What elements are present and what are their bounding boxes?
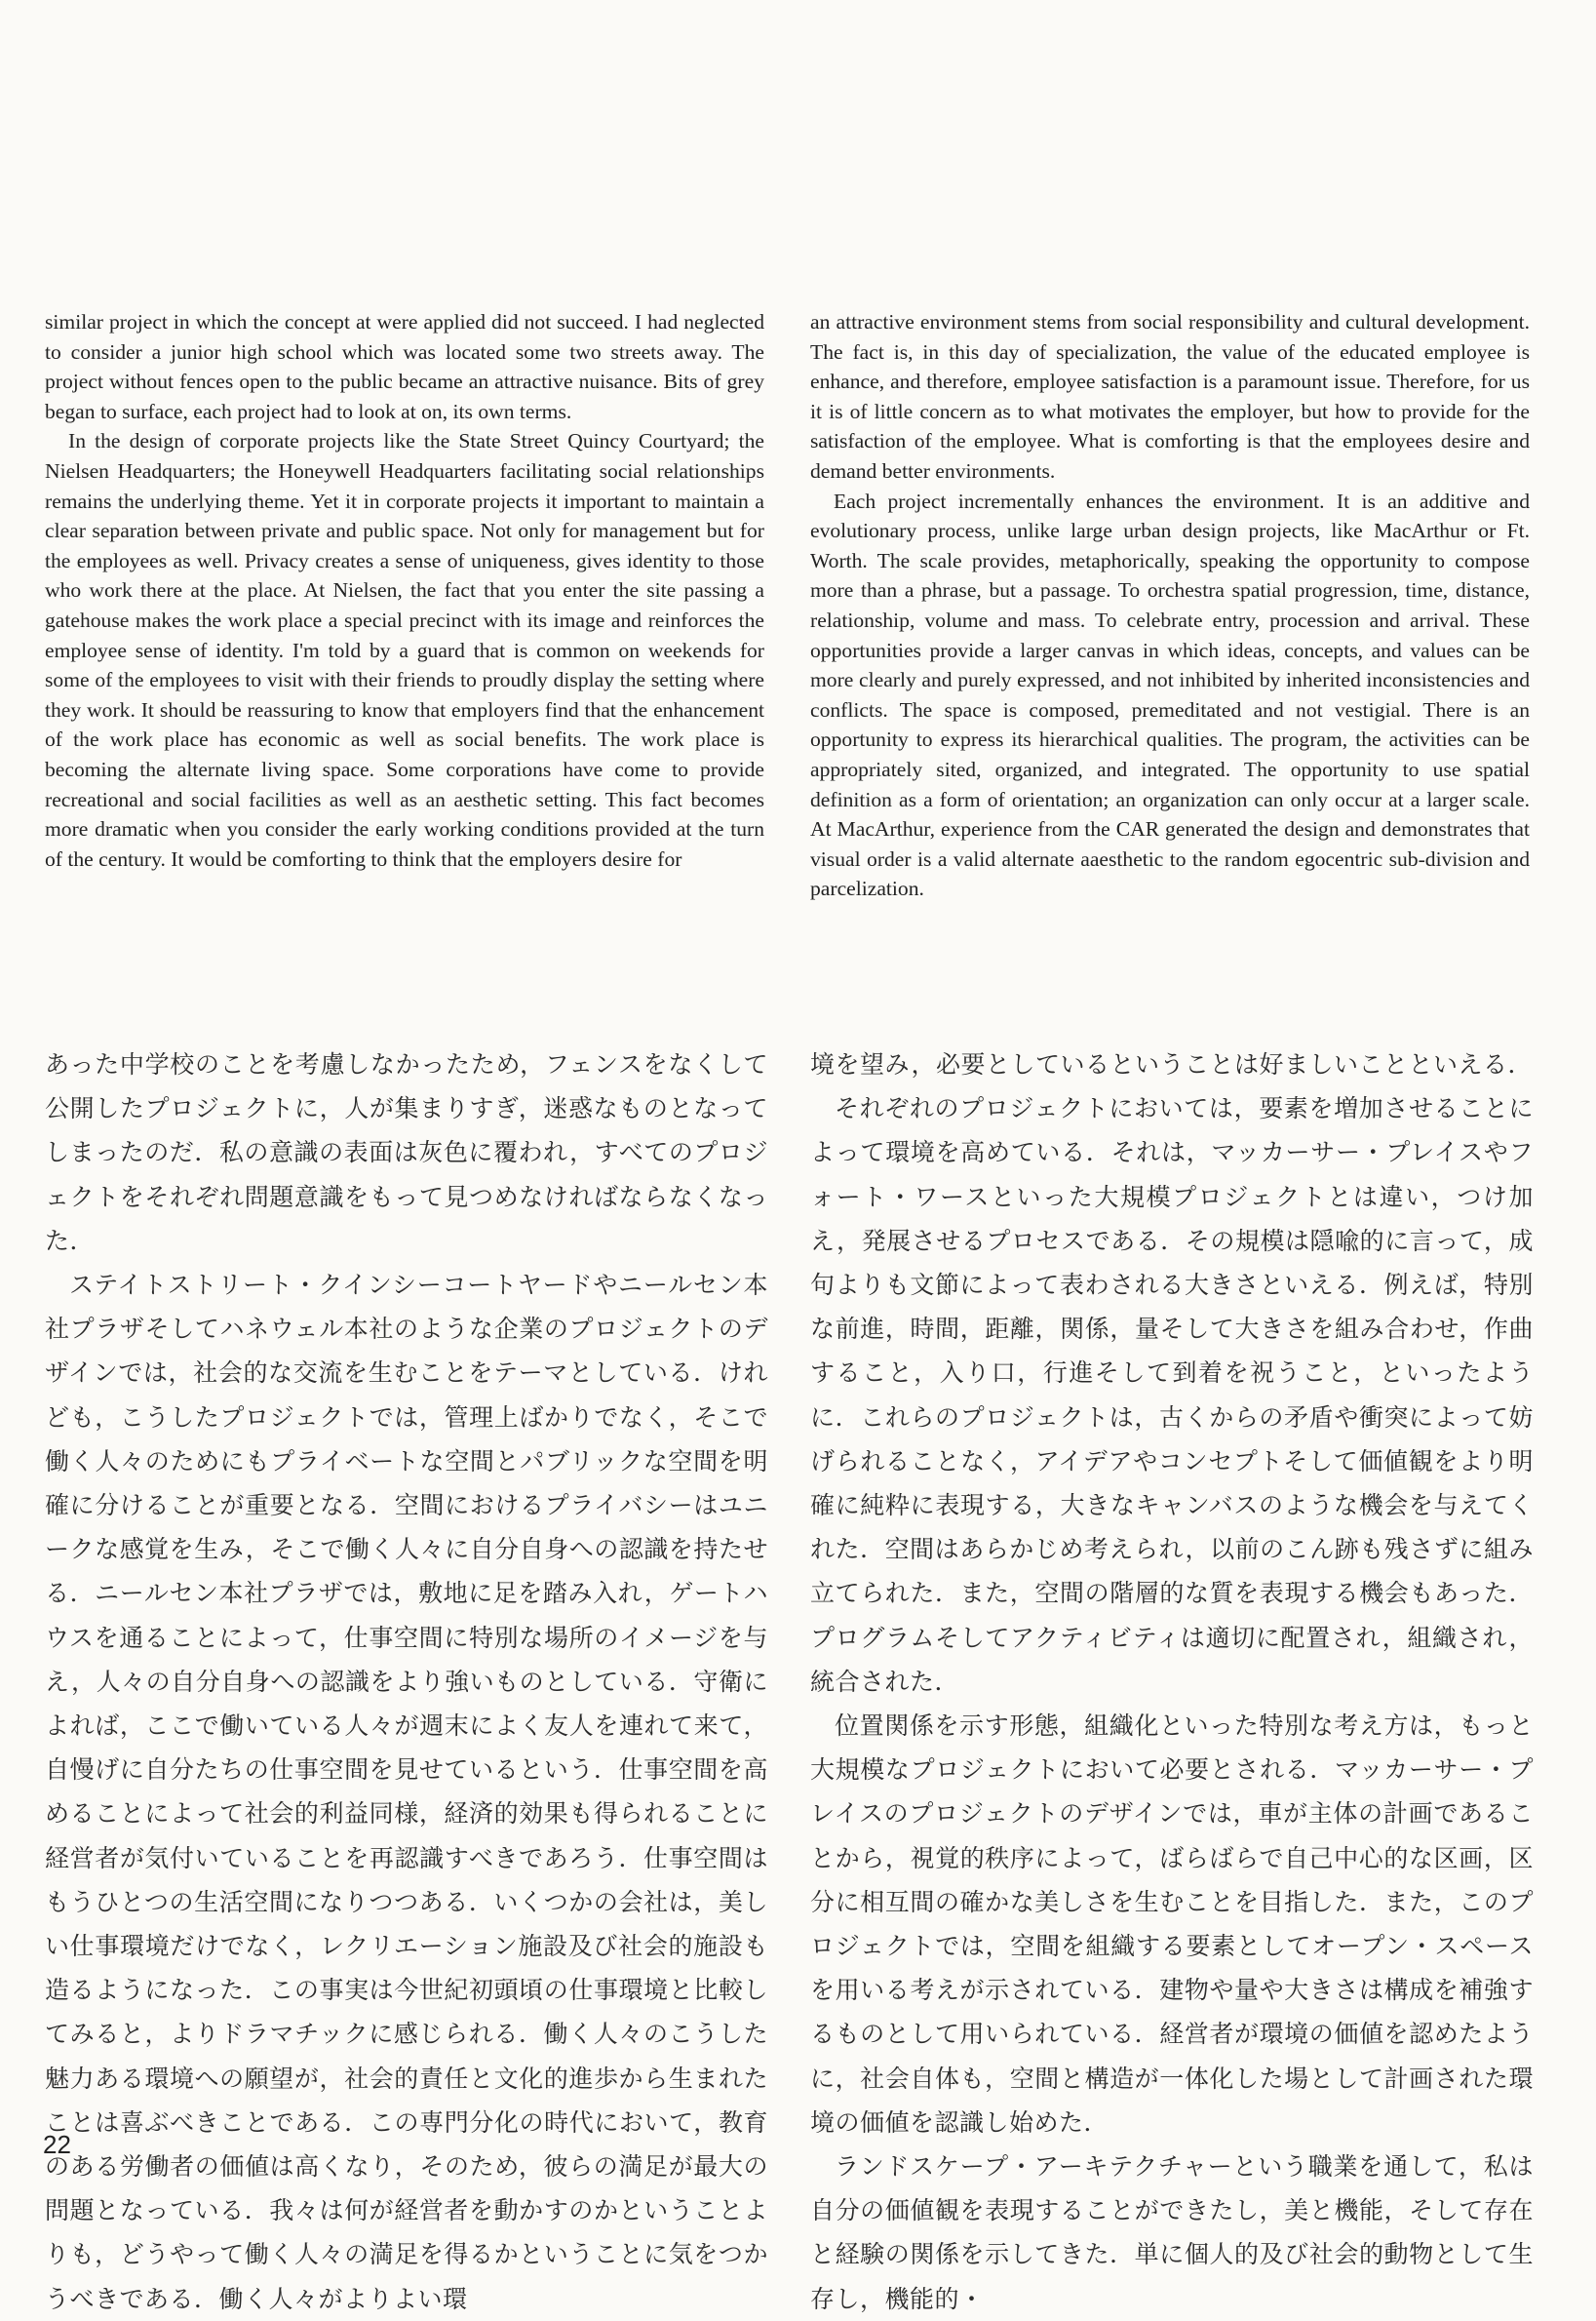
english-paragraph: similar project in which the concept at were applied did not succeed. I had neglected to consider a junior high school which was located some two streets away. The project without fences open to the public became an attractive nuisance. Bits of grey began to surface, each project had to look at on, its own terms. <box>45 310 764 423</box>
japanese-column-left <box>45 1042 768 2321</box>
japanese-paragraph: 位置関係を示す形態，組織化といった特別な考え方は，もっと大規模なプロジェクトにおいて必要とされる．マッカーサー・プレイスのプロジェクトのデザインでは，車が主体の計画であることから，視覚的秩序によって，ばらばらで自己中心的な区画，区分に相互間の確かな美しさを生むことを目指した．また，このプロジェクトでは，空間を組織する要素としてオープン・スペースを用いる考えが示されている．建物や量や大きさは構成を補強するものとして用いられている．経営者が環境の価値を認めたように，社会自体も，空間と構造が一体化した場として計画された環境の価値を認識し始めた． <box>810 1711 1534 2137</box>
japanese-paragraph: それぞれのプロジェクトにおいては，要素を増加させることによって環境を高めている．それは，マッカーサー・プレイスやフォート・ワースといった大規模プロジェクトとは違い，つけ加え，発展させるプロセスである．その規模は隠喩的に言って，成句よりも文節によって表わされる大きさといえる．例えば，特別な前進，時間，距離，関係，量そして大きさを組み合わせ，作曲すること，入り口，行進そして到着を祝うこと，といったように．これらのプロジェクトは，古くからの矛盾や衝突によって妨げられることなく，アイデアやコンセプトそして価値観をより明確に純粋に表現する，大きなキャンバスのような機会を与えてくれた．空間はあらかじめ考えられ，以前のこん跡も残さずに組み立てられた．また，空間の階層的な質を表現する機会もあった．プログラムそしてアクティビティは適切に配置され，組織され，統合された． <box>810 1094 1534 1696</box>
page-number: 22 <box>43 2130 71 2159</box>
japanese-paragraph: 境を望み，必要としているということは好ましいことといえる． <box>810 1050 1534 1079</box>
japanese-paragraph: あった中学校のことを考慮しなかったため，フェンスをなくして公開したプロジェクトに，人が集まりすぎ，迷惑なものとなってしまったのだ．私の意識の表面は灰色に覆われ，すべてのプロジェクトをそれぞれ問題意識をもって見つめなければならなくなった． <box>45 1050 768 1255</box>
english-paragraph: Each project incrementally enhances the environment. It is an additive and evolutionary process, unlike large urban design projects, like MacArthur or Ft. Worth. The scale provides, metaphorically, speaking the opportunity to compose more than a phrase, but a passage. To orchestra spatial progression, time, distance, relationship, volume and mass. To celebrate entry, procession and arrival. These opportunities provide a larger canvas in which ideas, concepts, and values can be more clearly and purely expressed, and not inhibited by inherited inconsistencies and conflicts. The space is composed, premeditated and not vestigial. There is an opportunity to express its hierarchical qualities. The program, the activities can be appropriately sited, organized, and integrated. The opportunity to use spatial definition as a form of orientation; an organization can only occur at a larger scale. At MacArthur, experience from the CAR generated the design and demonstrates that visual order is a valid alternate aaesthetic to the random egocentric sub-division and parcelization. <box>810 489 1530 901</box>
english-paragraph: In the design of corporate projects like the State Street Quincy Courtyard; the Nielsen Headquarters; the Honeywell Headquarters facilitating social relationships remains the underlying theme. Yet it in corporate projects it important to maintain a clear separation between private and public space. Not only for management but for the employees as well. Privacy creates a sense of uniqueness, gives identity to those who work there at the place. At Nielsen, the fact that you enter the site passing a gatehouse makes the work place a special precinct with its image and reinforces the employee sense of identity. I'm told by a guard that is common on weekends for some of the employees to visit with their friends to proudly display the setting where they work. It should be reassuring to know that employers find that the enhancement of the work place has economic as well as social benefits. The work place is becoming the alternate living space. Some corporations have come to provide recreational and social facilities as well as an aesthetic setting. This fact becomes more dramatic when you consider the early working conditions provided at the turn of the century. It would be comforting to think that the employers desire for <box>45 429 764 871</box>
japanese-paragraph: ステイトストリート・クインシーコートヤードやニールセン本社プラザそしてハネウェル本社のような企業のプロジェクトのデザインでは，社会的な交流を生むことをテーマとしている．けれども，こうしたプロジェクトでは，管理上ばかりでなく，そこで働く人々のためにもプライベートな空間とパブリックな空間を明確に分けることが重要となる．空間におけるプライバシーはユニークな感覚を生み，そこで働く人々に自分自身への認識を持たせる．ニールセン本社プラザでは，敷地に足を踏み入れ，ゲートハウスを通ることによって，仕事空間に特別な場所のイメージを与え，人々の自分自身への認識をより強いものとしている．守衛によれば，ここで働いている人々が週末によく友人を連れて来て，自慢げに自分たちの仕事空間を見せているという．仕事空間を高めることによって社会的利益同様，経済的効果も得られることに経営者が気付いていることを再認識すべきであろう．仕事空間はもうひとつの生活空間になりつつある．いくつかの会社は，美しい仕事環境だけでなく，レクリエーション施設及び社会的施設も造るようになった．この事実は今世紀初頭頃の仕事環境と比較してみると，よりドラマチックに感じられる．働く人々のこうした魅力ある環境への願望が，社会的責任と文化的進歩から生まれたことは喜ぶべきことである．この専門分化の時代において，教育のある労働者の価値は高くなり，そのため，彼らの満足が最大の問題となっている．我々は何が経営者を動かすのかということよりも，どうやって働く人々の満足を得るかということに気をつかうべきである．働く人々がよりよい環 <box>45 1271 768 2313</box>
japanese-paragraph: ランドスケープ・アーキテクチャーという職業を通して，私は自分の価値観を表現することができたし，美と機能，そして存在と経験の関係を示してきた．単に個人的及び社会的動物として生存し，機能的・ <box>810 2152 1534 2313</box>
english-paragraph: an attractive environment stems from social responsibility and cultural development. The fact is, in this day of specialization, the value of the educated employee is enhance, and therefore, employee satisfaction is a paramount issue. Therefore, for us it is of little concern as to what motivates the employer, but how to provide for the satisfaction of the employee. What is comforting is that the employees desire and demand better environments. <box>810 310 1530 483</box>
english-column-right <box>810 307 1530 904</box>
japanese-column-right <box>810 1042 1534 2321</box>
english-column-left <box>45 307 764 874</box>
